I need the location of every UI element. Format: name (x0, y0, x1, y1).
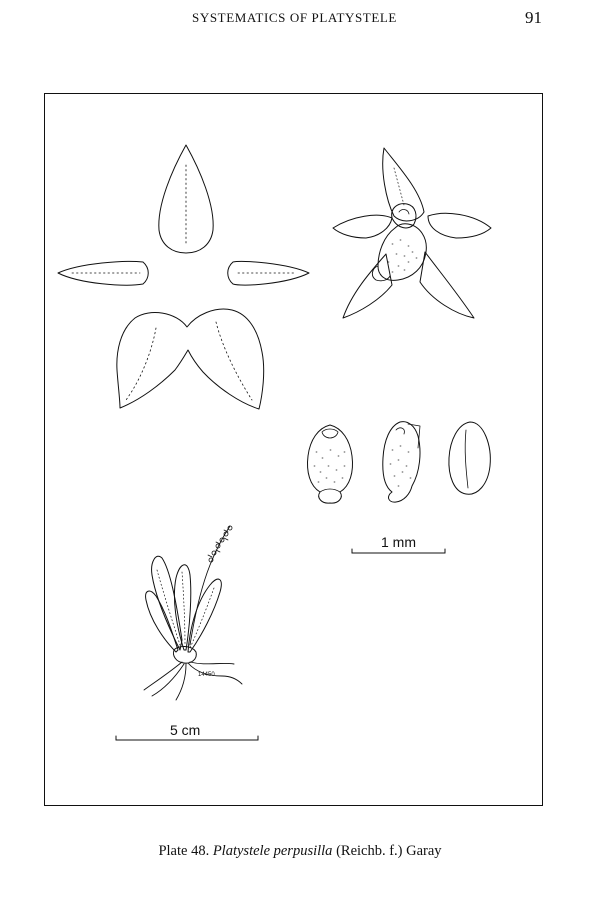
synsepal-outline (117, 309, 264, 409)
lip-views (308, 422, 491, 503)
flower-front-view (333, 148, 491, 318)
caption-taxon: Platystele perpusilla (212, 843, 333, 859)
dissected-perianth (58, 145, 309, 409)
page-number: 91 (525, 8, 542, 27)
lip-view-back (449, 422, 490, 494)
flower-left-petal (333, 215, 392, 238)
flower-right-petal (428, 213, 491, 238)
habit-plant (144, 526, 242, 700)
scale-bar-5cm-label: 5 cm (170, 722, 201, 738)
flower-right-lateral-sepal (420, 252, 474, 318)
running-title: SYSTEMATICS OF PLATYSTELE (192, 10, 397, 25)
collection-number: 14450 (198, 672, 215, 678)
plate-caption (0, 843, 600, 860)
leaf-4 (146, 591, 178, 652)
caption-label: Plate 48. (158, 843, 210, 859)
lip-view-side (383, 422, 420, 502)
flower-dorsal-sepal (383, 148, 424, 221)
right-petal-outline (228, 261, 309, 285)
flower-lip (378, 224, 426, 281)
inflorescence-flowers (208, 526, 232, 562)
lip-view-front (308, 425, 353, 503)
roots (144, 662, 242, 700)
scale-bar-1mm-label: 1 mm (381, 534, 416, 550)
lip-stipple (388, 240, 417, 272)
synsepal-vein-left (126, 328, 156, 400)
caption-authority: (Reichb. f.) Garay (336, 843, 442, 859)
plant-base (173, 646, 196, 663)
flower-left-lateral-sepal (343, 254, 392, 318)
